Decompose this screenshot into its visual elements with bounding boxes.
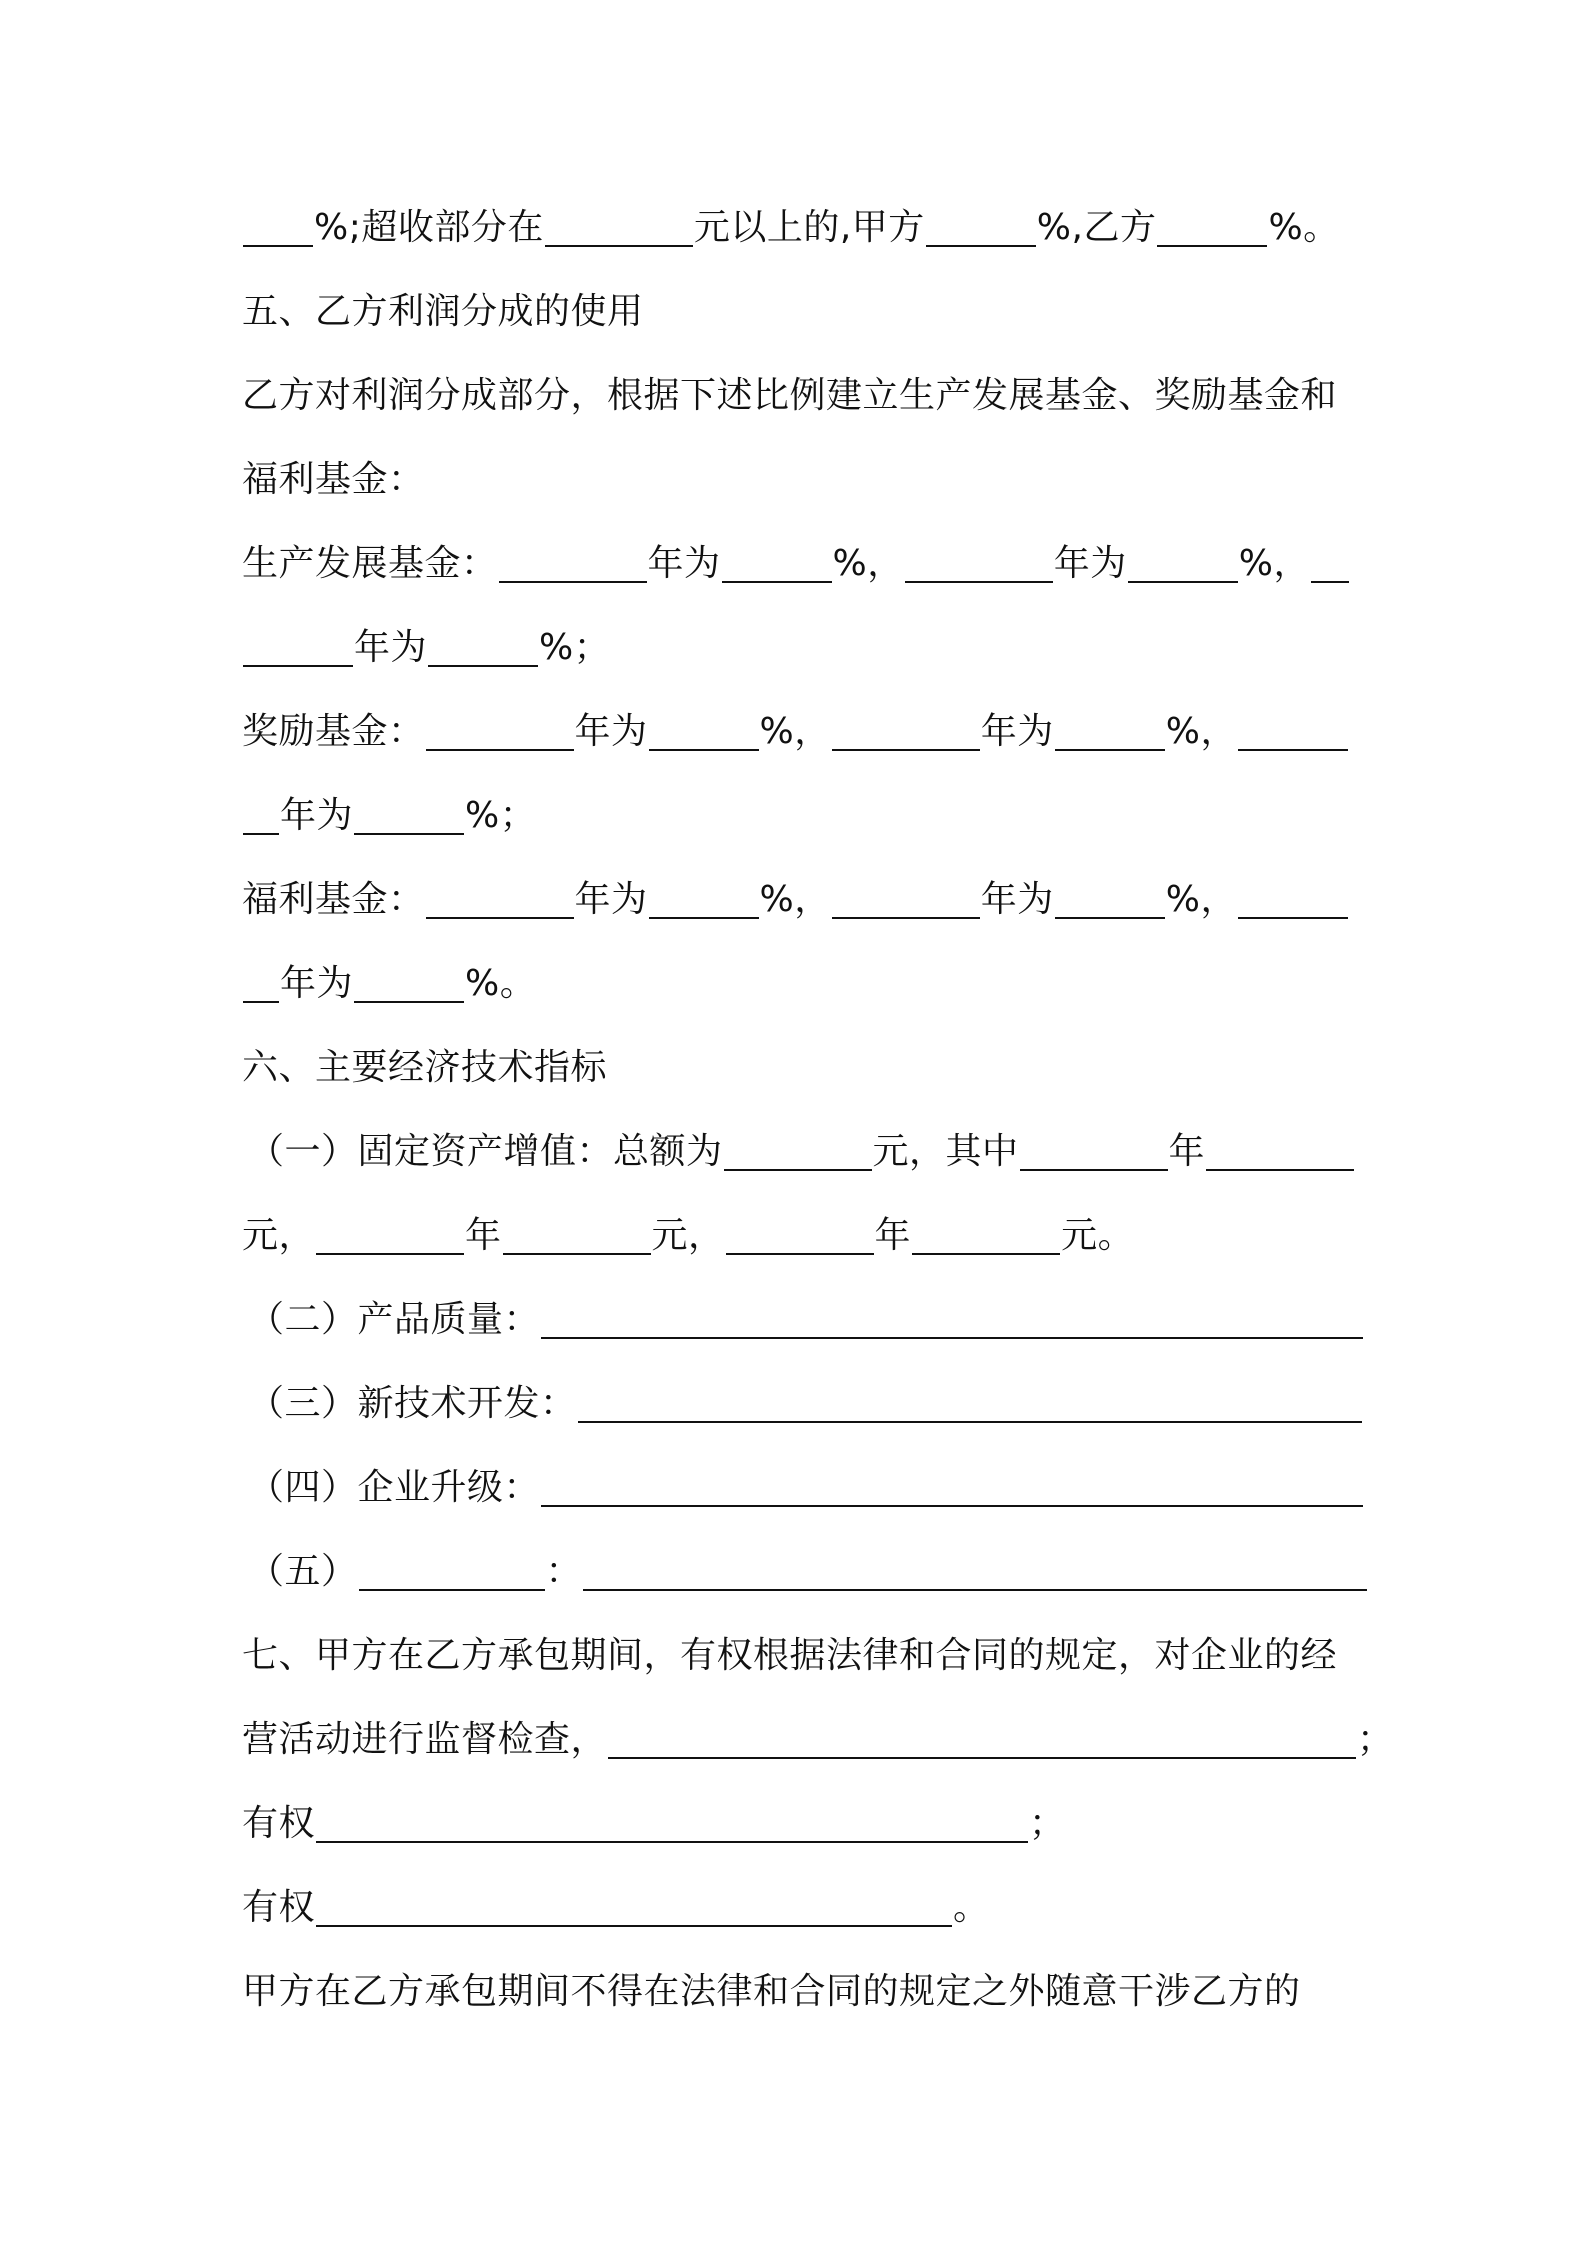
- heading-text: 五、乙方利润分成的使用: [242, 291, 644, 332]
- blank-field[interactable]: [426, 873, 574, 919]
- line-production-fund-cont: [242, 619, 1362, 677]
- text: 乙方对利润分成部分，根据下述比例建立生产发展基金、奖励基金和: [242, 375, 1338, 416]
- text: 甲方在乙方承包期间不得在法律和合同的规定之外随意干涉乙方的: [242, 1971, 1301, 2012]
- blank-field[interactable]: [316, 1797, 1028, 1843]
- blank-field[interactable]: [722, 537, 832, 583]
- line-product-quality: [248, 1291, 1368, 1349]
- text: 年为: [647, 543, 721, 584]
- heading-text: 六、主要经济技术指标: [242, 1047, 608, 1088]
- text: 年为: [574, 711, 648, 752]
- paragraph-line: [242, 1963, 1362, 2021]
- text: ：: [545, 1551, 583, 1592]
- line-supervision: [242, 1711, 1394, 1769]
- text: %，: [1165, 711, 1237, 752]
- blank-field[interactable]: [1128, 537, 1238, 583]
- blank-field[interactable]: [541, 1293, 1363, 1339]
- text: 元，: [242, 1215, 316, 1256]
- blank-field[interactable]: [583, 1545, 1367, 1591]
- blank-field[interactable]: [316, 1209, 464, 1255]
- line-production-fund: [242, 535, 1362, 593]
- line-fixed-assets: [248, 1123, 1368, 1181]
- text: 年: [874, 1215, 912, 1256]
- line-reward-fund-cont: [242, 787, 1362, 845]
- blank-field[interactable]: [832, 705, 980, 751]
- text: 元，其中: [872, 1131, 1019, 1172]
- text: %，: [1238, 543, 1310, 584]
- text: %，: [832, 543, 904, 584]
- blank-field[interactable]: [428, 621, 538, 667]
- text: %，: [759, 711, 831, 752]
- blank-field[interactable]: [926, 201, 1036, 247]
- text: 福利基金：: [242, 459, 425, 500]
- text: 年为: [1053, 543, 1127, 584]
- text: （二）产品质量：: [248, 1299, 541, 1340]
- blank-field[interactable]: [608, 1713, 1356, 1759]
- text: 有权: [242, 1803, 316, 1844]
- line-welfare-fund-cont: [242, 955, 1362, 1013]
- paragraph-line: [242, 451, 1362, 509]
- blank-field[interactable]: [905, 537, 1053, 583]
- text: ；: [1029, 1803, 1066, 1844]
- text: 元。: [1061, 1215, 1135, 1256]
- text: %。: [465, 963, 537, 1004]
- blank-field[interactable]: [649, 705, 759, 751]
- section-heading-6: [242, 1039, 1362, 1097]
- blank-field[interactable]: [243, 201, 313, 247]
- blank-field[interactable]: [1020, 1125, 1168, 1171]
- line-upgrade: [248, 1459, 1368, 1517]
- text: %。: [1268, 207, 1340, 248]
- blank-field[interactable]: [1238, 873, 1348, 919]
- blank-field[interactable]: [1238, 705, 1348, 751]
- text: 奖励基金：: [242, 711, 425, 752]
- text: 元，: [651, 1215, 725, 1256]
- blank-field[interactable]: [912, 1209, 1060, 1255]
- blank-field[interactable]: [1157, 201, 1267, 247]
- line-right-1: [242, 1795, 1362, 1853]
- paragraph-line: [242, 367, 1362, 425]
- text: ；: [1357, 1719, 1394, 1760]
- line-reward-fund: [242, 703, 1362, 761]
- blank-field[interactable]: [316, 1881, 952, 1927]
- blank-field[interactable]: [1311, 537, 1349, 583]
- line-item-5: [248, 1543, 1368, 1601]
- blank-field[interactable]: [726, 1209, 874, 1255]
- text: %,乙方: [1036, 207, 1157, 248]
- text: 年为: [980, 711, 1054, 752]
- text: 福利基金：: [242, 879, 425, 920]
- text: （三）新技术开发：: [248, 1383, 577, 1424]
- blank-field[interactable]: [243, 621, 353, 667]
- blank-field[interactable]: [832, 873, 980, 919]
- line-new-tech: [248, 1375, 1368, 1433]
- blank-field[interactable]: [499, 537, 647, 583]
- blank-field[interactable]: [578, 1377, 1362, 1423]
- text: %；: [465, 795, 537, 836]
- text: 。: [953, 1887, 990, 1928]
- section-heading-7: [242, 1627, 1362, 1685]
- text: %；: [539, 627, 611, 668]
- text: （四）企业升级：: [248, 1467, 541, 1508]
- blank-field[interactable]: [354, 789, 464, 835]
- text: 年为: [354, 627, 428, 668]
- text: %，: [1165, 879, 1237, 920]
- section-heading-5: [242, 283, 1362, 341]
- text: 年为: [980, 879, 1054, 920]
- text: 有权: [242, 1887, 316, 1928]
- blank-field[interactable]: [545, 201, 693, 247]
- blank-field[interactable]: [243, 957, 279, 1003]
- blank-field[interactable]: [426, 705, 574, 751]
- text: 年: [465, 1215, 502, 1256]
- line-fixed-assets-cont: [242, 1207, 1362, 1265]
- line-welfare-fund: [242, 871, 1362, 929]
- blank-field[interactable]: [359, 1545, 545, 1591]
- text: 年: [1168, 1131, 1206, 1172]
- blank-field[interactable]: [724, 1125, 872, 1171]
- text: 年为: [574, 879, 648, 920]
- line-overflow-share: [242, 199, 1362, 257]
- text: （一）固定资产增值：总额为: [248, 1131, 723, 1172]
- blank-field[interactable]: [1206, 1125, 1354, 1171]
- text: 营活动进行监督检查，: [242, 1719, 608, 1760]
- text: 元以上的,甲方: [693, 207, 925, 248]
- blank-field[interactable]: [541, 1461, 1363, 1507]
- blank-field[interactable]: [354, 957, 464, 1003]
- text: （五）: [248, 1551, 358, 1592]
- text: %，: [759, 879, 831, 920]
- text: 七、甲方在乙方承包期间，有权根据法律和合同的规定，对企业的经: [242, 1635, 1338, 1676]
- line-right-2: [242, 1879, 1362, 1937]
- blank-field[interactable]: [1055, 705, 1165, 751]
- blank-field[interactable]: [243, 789, 279, 835]
- blank-field[interactable]: [649, 873, 759, 919]
- text: 年为: [280, 795, 354, 836]
- text: %;超收部分在: [314, 207, 544, 248]
- text: 年为: [280, 963, 354, 1004]
- blank-field[interactable]: [503, 1209, 651, 1255]
- blank-field[interactable]: [1055, 873, 1165, 919]
- text: 生产发展基金：: [242, 543, 498, 584]
